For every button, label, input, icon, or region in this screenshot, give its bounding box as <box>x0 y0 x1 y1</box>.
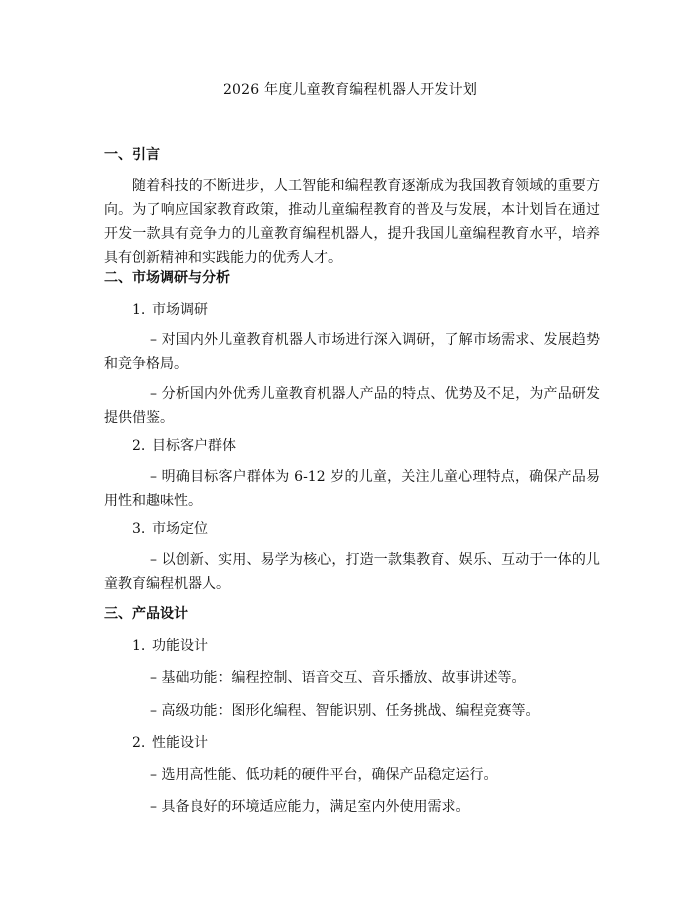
item-number: 2. <box>132 438 146 454</box>
design-item-1-bullet-2: – 高级功能：图形化编程、智能识别、任务挑战、编程竞赛等。 <box>150 703 540 719</box>
item-label: 市场定位 <box>152 521 208 537</box>
item-label: 市场调研 <box>152 302 208 318</box>
market-item-1-bullet-1: – 对国内外儿童教育机器人市场进行深入调研，了解市场需求、发展趋势和竞争格局。 <box>104 332 600 372</box>
market-item-3 <box>132 519 208 539</box>
design-item-1-bullet-1: – 基础功能：编程控制、语音交互、音乐播放、故事讲述等。 <box>150 670 526 686</box>
design-item-2-bullet-2: – 具备良好的环境适应能力，满足室内外使用需求。 <box>150 799 470 815</box>
design-item-2 <box>132 733 208 753</box>
section-heading-market: 二、市场调研与分析 <box>104 270 230 286</box>
item-label: 功能设计 <box>152 638 208 654</box>
market-item-2 <box>132 436 236 456</box>
item-label: 目标客户群体 <box>152 438 236 454</box>
design-item-2-bullet-1: – 选用高性能、低功耗的硬件平台，确保产品稳定运行。 <box>150 767 498 783</box>
item-number: 2. <box>132 735 146 751</box>
design-item-1 <box>132 636 208 656</box>
item-label: 性能设计 <box>152 735 208 751</box>
item-number: 1. <box>132 638 146 654</box>
intro-paragraph: 随着科技的不断进步，人工智能和编程教育逐渐成为我国教育领域的重要方向。为了响应国家教育政策，推动儿童编程教育的普及与发展，本计划旨在通过开发一款具有竞争力的儿童教育编程机器人，提升我国儿童编程教育水平，培养具有创新精神和实践能力的优秀人才。 <box>104 178 600 266</box>
market-item-2-bullet-1: – 明确目标客户群体为 6-12 岁的儿童，关注儿童心理特点，确保产品易用性和趣味性。 <box>104 469 600 509</box>
section-heading-design: 三、产品设计 <box>104 606 188 622</box>
document-title: 2026 年度儿童教育编程机器人开发计划 <box>222 82 478 98</box>
item-number: 1. <box>132 302 146 318</box>
market-item-1-bullet-2: – 分析国内外优秀儿童教育机器人产品的特点、优势及不足，为产品研发提供借鉴。 <box>104 386 600 426</box>
section-heading-intro: 一、引言 <box>104 147 160 163</box>
item-number: 3. <box>132 521 146 537</box>
market-item-3-bullet-1: – 以创新、实用、易学为核心，打造一款集教育、娱乐、互动于一体的儿童教育编程机器人。 <box>104 552 600 592</box>
market-item-1 <box>132 300 208 320</box>
